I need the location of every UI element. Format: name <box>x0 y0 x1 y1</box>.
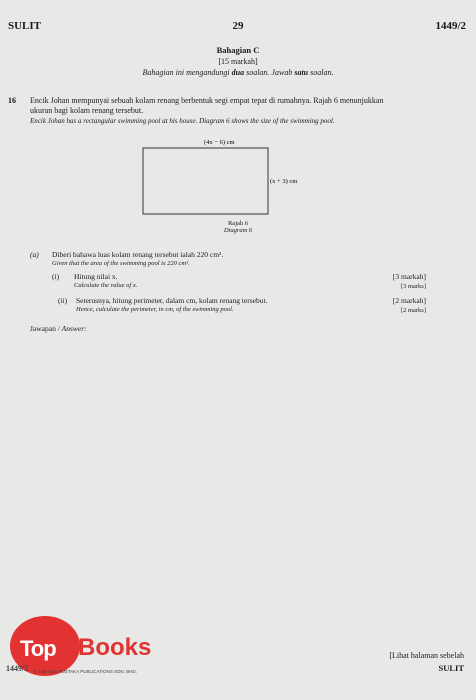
given-malay: Diberi bahawa luas kolam renang tersebut ialah 220 cm². <box>52 250 224 259</box>
header-classification: SULIT <box>8 20 42 32</box>
footer-publisher: © Hak cipta PUSTAKA PUBLICATIONS SDN. BHD. <box>34 669 137 674</box>
part-ii-marks-english: [2 marks] <box>400 307 426 314</box>
top-dimension-label: (4x − 6) cm <box>204 139 235 146</box>
given-english: Given that the area of the swimming pool is 220 cm². <box>52 260 190 267</box>
section-title: Bahagian C <box>216 45 260 55</box>
instruction-bold: satu <box>294 68 309 77</box>
part-ii-english: Hence, calculate the perimeter, in cm, of the swimming pool. <box>76 306 234 313</box>
part-ii-text <box>76 296 268 314</box>
part-i-english: Calculate the value of x. <box>74 282 138 289</box>
side-dimension-label: (x + 3) cm <box>270 178 298 185</box>
pool-outline <box>143 148 268 214</box>
pool-rectangle-figure <box>142 136 322 220</box>
part-i-malay: Hitung nilai x. <box>74 272 118 281</box>
part-ii-malay: Seterusnya, hitung perimeter, dalam cm, kolam renang tersebut. <box>76 296 268 305</box>
logo-top-text: Top <box>20 636 56 661</box>
part-a-given <box>52 250 352 268</box>
question-malay-line1: Encik Johan mempunyai sebuah kolam renang berbentuk segi empat tepat di rumahnya. Rajah 6 menunjukkan <box>30 96 384 105</box>
instruction-part: soalan. <box>308 68 334 77</box>
page-number: 29 <box>232 20 244 32</box>
question-text <box>30 96 450 126</box>
footer-classification: SULIT <box>438 663 464 673</box>
paper-code: 1449/2 <box>435 20 466 32</box>
topbooks-logo <box>10 616 152 676</box>
logo-books-text: Books <box>78 634 152 661</box>
question-malay-line2: ukuran bagi kolam renang tersebut. <box>30 106 144 115</box>
diagram-caption: Rajah 6 <box>227 220 249 227</box>
part-i-marks: [3 markah] <box>392 272 426 281</box>
diagram-caption-english: Diagram 6 <box>223 227 253 234</box>
part-a-label: (a) <box>30 250 39 259</box>
section-instruction <box>0 67 476 78</box>
part-i-text <box>74 272 137 290</box>
part-ii-marks: [2 markah] <box>392 296 426 305</box>
section-header <box>0 45 476 78</box>
part-ii-label: (ii) <box>58 296 68 305</box>
answer-malay: Jawapan / <box>30 324 62 333</box>
answer-label <box>30 324 87 333</box>
instruction-part: Bahagian ini mengandungi <box>142 68 232 77</box>
question-english: Encik Johan has a rectangular swimming pool at his house. Diagram 6 shows the size of the swimming pool. <box>30 117 335 125</box>
answer-english: Answer: <box>61 324 87 333</box>
part-i-label: (i) <box>52 272 60 281</box>
question-number: 16 <box>8 96 16 105</box>
part-i-marks-english: [3 marks] <box>400 283 426 290</box>
instruction-part: soalan. Jawab <box>244 68 295 77</box>
footer-paper-code: 1449/2 <box>6 664 29 673</box>
section-marks: [15 markah] <box>218 57 258 66</box>
instruction-bold: dua <box>231 68 245 77</box>
footer-next-page: [Lihat halaman sebelah <box>389 651 464 660</box>
